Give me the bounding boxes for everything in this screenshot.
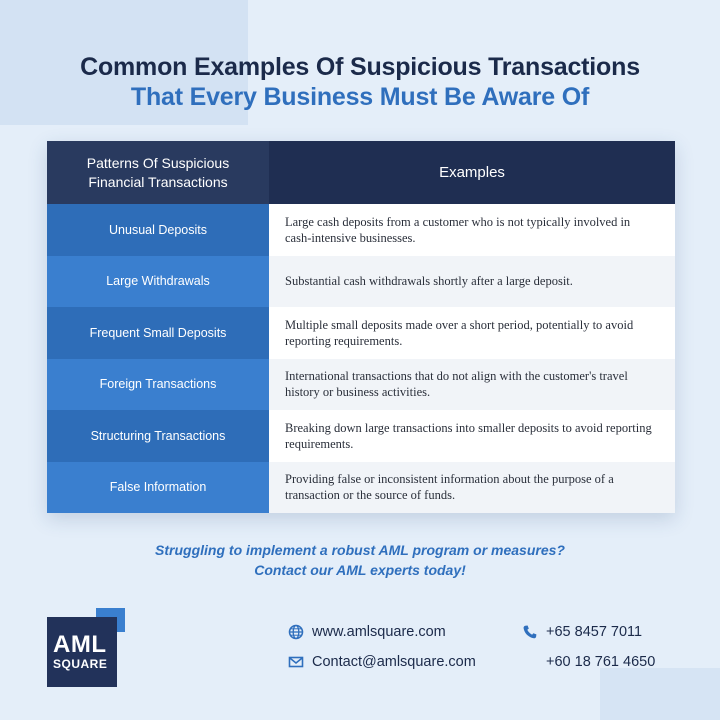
pattern-cell: Foreign Transactions: [47, 359, 269, 411]
website-text: www.amlsquare.com: [312, 624, 446, 640]
logo-main-text: AML: [53, 631, 107, 658]
example-cell: Breaking down large transactions into smaller deposits to avoid reporting requirements.: [269, 410, 675, 462]
pattern-cell: Large Withdrawals: [47, 256, 269, 308]
example-cell: International transactions that do not align with the customer's travel history or business activities.: [269, 359, 675, 411]
logo-sub-text: SQUARE: [53, 657, 108, 671]
table-row: [47, 204, 675, 256]
table-row: [47, 462, 675, 514]
globe-icon: [288, 624, 304, 640]
example-cell: Providing false or inconsistent information about the purpose of a transaction or the source of funds.: [269, 462, 675, 514]
pattern-cell: Structuring Transactions: [47, 410, 269, 462]
table-row: [47, 307, 675, 359]
contact-email[interactable]: [288, 654, 476, 670]
title-line-1: Common Examples Of Suspicious Transactions: [80, 53, 640, 81]
example-cell: Multiple small deposits made over a short period, potentially to avoid reporting requirements.: [269, 307, 675, 359]
phone-1-text: +65 8457 7011: [546, 624, 643, 640]
contact-website[interactable]: [288, 624, 446, 640]
table-header: [47, 141, 675, 204]
pattern-cell: Unusual Deposits: [47, 204, 269, 256]
example-cell: Substantial cash withdrawals shortly after a large deposit.: [269, 256, 675, 308]
table-body: [47, 204, 675, 513]
cta-line-2: Contact our AML experts today!: [254, 562, 466, 578]
cta-line-1: Struggling to implement a robust AML program or measures?: [155, 542, 565, 558]
contact-phone-1[interactable]: [522, 624, 642, 640]
pattern-cell: Frequent Small Deposits: [47, 307, 269, 359]
table-row: [47, 256, 675, 308]
call-to-action: [0, 540, 720, 580]
page-title: [0, 52, 720, 112]
table-row: [47, 359, 675, 411]
table-row: [47, 410, 675, 462]
envelope-icon: [288, 654, 304, 670]
header-patterns: Patterns Of Suspicious Financial Transactions: [47, 141, 269, 204]
suspicious-transactions-table: [47, 141, 675, 513]
example-cell: Large cash deposits from a customer who is not typically involved in cash-intensive businesses.: [269, 204, 675, 256]
pattern-cell: False Information: [47, 462, 269, 514]
phone-2-text: +60 18 761 4650: [546, 654, 656, 670]
decorative-block-bottom-right: [600, 668, 720, 720]
contact-phone-2[interactable]: [546, 654, 655, 670]
header-examples: Examples: [269, 141, 675, 204]
email-text: Contact@amlsquare.com: [312, 654, 476, 670]
phone-icon: [522, 624, 538, 640]
aml-square-logo: [47, 617, 117, 687]
title-line-2: That Every Business Must Be Aware Of: [130, 83, 590, 111]
